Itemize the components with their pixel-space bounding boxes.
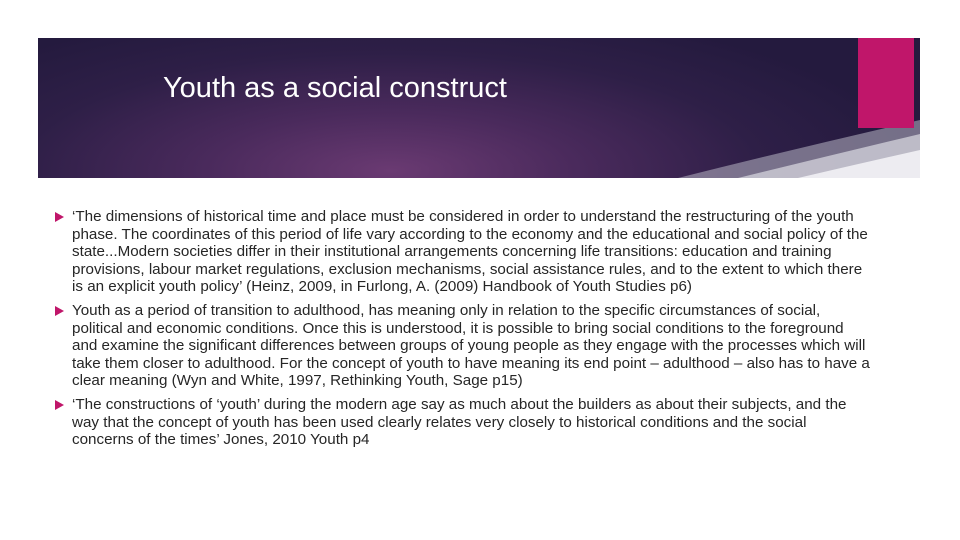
slide-title: Youth as a social construct [163,72,507,104]
body-paragraph-2 [72,302,872,390]
slide-body [72,208,872,455]
body-paragraph-1 [72,208,872,296]
triangle-bullet-icon [55,212,64,222]
paragraph-text: ‘The dimensions of historical time and place must be considered in order to understand the restructuring of the youth phase. The coordinates of this period of life vary according to the economy and the educational and social policy of the state...Modern societies differ in their institutional arrangements concerning life transitions: education and training provisions, labour market regulations, exclusion mechanisms, social assistance rules, and to the extent to which there is an explicit youth policy’ (Heinz, 2009, in Furlong, A. (2009) Handbook of Youth Studies p6) [72,208,868,296]
header-band [38,38,920,178]
triangle-bullet-icon [55,400,64,410]
header-swoosh-decoration [38,38,920,178]
body-paragraph-3 [72,396,872,449]
paragraph-text: Youth as a period of transition to adulthood, has meaning only in relation to the specific circumstances of social, political and economic conditions. Once this is understood, it is possible to bring social conditions to the foreground and examine the significant differences between groups of young people as they engage with the processes which will take them closer to adulthood. For the concept of youth to have meaning its end point – adulthood – also has to have a clear meaning (Wyn and White, 1997, Rethinking Youth, Sage p15) [72,301,870,390]
accent-bar [858,38,914,128]
paragraph-text: ‘The constructions of ‘youth’ during the modern age say as much about the builders as about their subjects, and the way that the concept of youth has been used clearly relates very closely to historical conditions and the social concerns of the times’ Jones, 2010 Youth p4 [72,395,847,449]
triangle-bullet-icon [55,306,64,316]
